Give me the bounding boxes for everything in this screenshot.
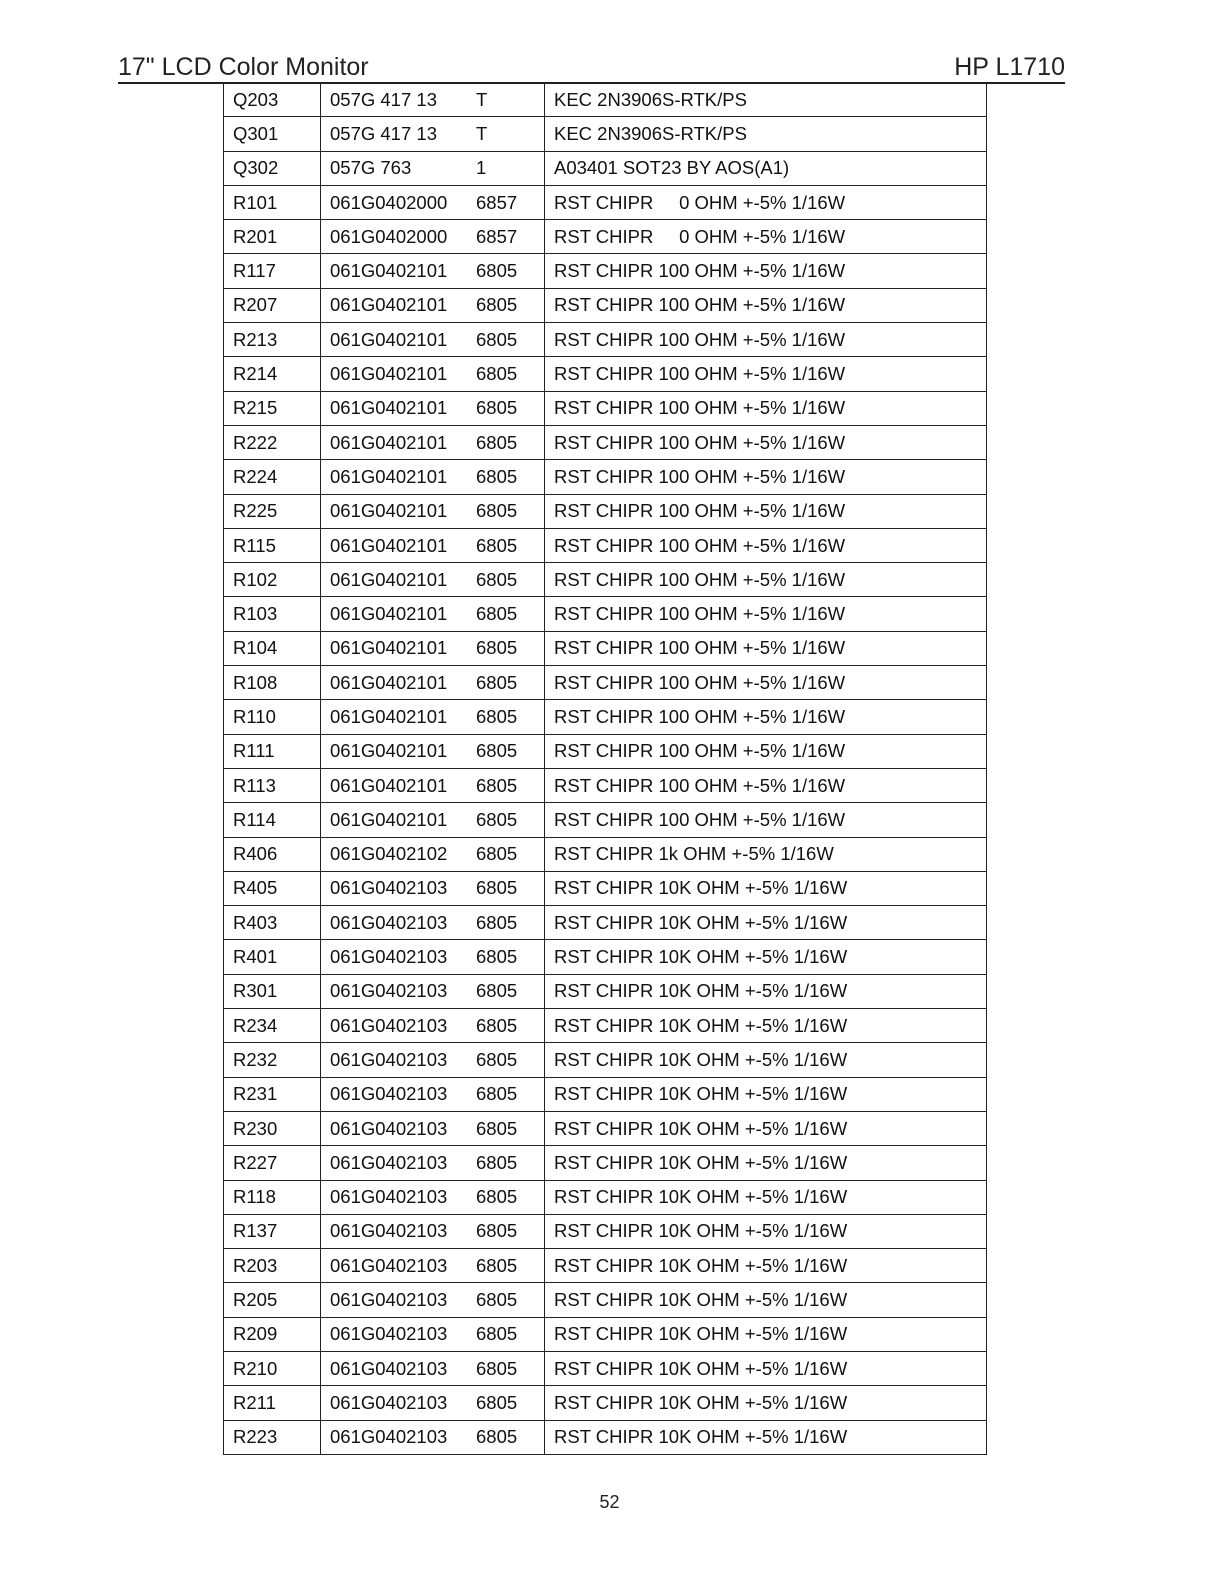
part-number-cell	[321, 871, 545, 905]
part-number-cell	[321, 151, 545, 185]
part-number: 061G0402000	[330, 225, 448, 247]
description-cell: KEC 2N3906S-RTK/PS	[545, 83, 987, 117]
table-row	[224, 1180, 987, 1214]
part-number-suffix: 6805	[476, 843, 518, 865]
part-number: 057G 763	[330, 157, 412, 179]
part-number-suffix: 6805	[476, 603, 518, 625]
table-row	[224, 288, 987, 322]
location-cell: R234	[224, 1009, 321, 1043]
description-cell: RST CHIPR 10K OHM +-5% 1/16W	[545, 1043, 987, 1077]
part-number-cell	[321, 734, 545, 768]
table-row	[224, 1043, 987, 1077]
part-number: 061G0402101	[330, 500, 448, 522]
location-cell: R205	[224, 1283, 321, 1317]
part-number-cell	[321, 1420, 545, 1454]
page-number: 52	[599, 1492, 620, 1512]
table-row	[224, 1351, 987, 1385]
description-cell: RST CHIPR 100 OHM +-5% 1/16W	[545, 768, 987, 802]
location-cell: R222	[224, 425, 321, 459]
part-number-suffix: T	[476, 88, 488, 110]
description-cell: RST CHIPR 10K OHM +-5% 1/16W	[545, 1351, 987, 1385]
location-cell: R405	[224, 871, 321, 905]
table-row	[224, 1077, 987, 1111]
part-number-cell	[321, 83, 545, 117]
table-row	[224, 117, 987, 151]
description-cell: RST CHIPR 10K OHM +-5% 1/16W	[545, 1009, 987, 1043]
part-number-suffix: 6805	[476, 946, 518, 968]
part-number-suffix: 6805	[476, 1426, 518, 1448]
table-row	[224, 323, 987, 357]
part-number-suffix: 6805	[476, 1391, 518, 1413]
part-number-suffix: 6805	[476, 705, 518, 727]
part-number-suffix: 6805	[476, 431, 518, 453]
description-cell: RST CHIPR 100 OHM +-5% 1/16W	[545, 323, 987, 357]
description-cell: RST CHIPR 100 OHM +-5% 1/16W	[545, 357, 987, 391]
part-number-cell	[321, 563, 545, 597]
part-number-cell	[321, 1043, 545, 1077]
part-number-suffix: 6805	[476, 1357, 518, 1379]
location-cell: R108	[224, 666, 321, 700]
description-cell: A03401 SOT23 BY AOS(A1)	[545, 151, 987, 185]
description-cell: RST CHIPR 100 OHM +-5% 1/16W	[545, 700, 987, 734]
part-number-suffix: 6857	[476, 191, 518, 213]
location-cell: R225	[224, 494, 321, 528]
part-number: 061G0402101	[330, 774, 448, 796]
part-number: 061G0402101	[330, 260, 448, 282]
description-cell: RST CHIPR 10K OHM +-5% 1/16W	[545, 1180, 987, 1214]
location-cell: R110	[224, 700, 321, 734]
part-number-suffix: T	[476, 122, 488, 144]
part-number: 061G0402103	[330, 1151, 448, 1173]
table-row	[224, 185, 987, 219]
location-cell: Q301	[224, 117, 321, 151]
location-cell: R201	[224, 220, 321, 254]
description-cell: RST CHIPR 100 OHM +-5% 1/16W	[545, 803, 987, 837]
part-number-suffix: 6805	[476, 1289, 518, 1311]
description-cell: KEC 2N3906S-RTK/PS	[545, 117, 987, 151]
part-number: 061G0402103	[330, 1117, 448, 1139]
part-number-cell	[321, 666, 545, 700]
model-name: HP L1710	[954, 53, 1065, 81]
part-number-suffix: 6805	[476, 671, 518, 693]
table-row	[224, 1420, 987, 1454]
location-cell: R207	[224, 288, 321, 322]
part-number-suffix: 1	[476, 157, 487, 179]
part-number-suffix: 6805	[476, 294, 518, 316]
table-row	[224, 460, 987, 494]
part-number: 061G0402103	[330, 1220, 448, 1242]
part-number-cell	[321, 940, 545, 974]
part-number-suffix: 6805	[476, 980, 518, 1002]
part-number-suffix: 6805	[476, 1117, 518, 1139]
location-cell: R209	[224, 1317, 321, 1351]
part-number-suffix: 6805	[476, 774, 518, 796]
table-row	[224, 357, 987, 391]
table-row	[224, 974, 987, 1008]
location-cell: R103	[224, 597, 321, 631]
parts-list-table	[223, 82, 987, 1455]
table-row	[224, 1317, 987, 1351]
part-number: 061G0402101	[330, 294, 448, 316]
description-cell: RST CHIPR 10K OHM +-5% 1/16W	[545, 871, 987, 905]
part-number: 061G0402101	[330, 808, 448, 830]
table-row	[224, 1283, 987, 1317]
table-row	[224, 563, 987, 597]
location-cell: R137	[224, 1214, 321, 1248]
location-cell: R301	[224, 974, 321, 1008]
description-cell: RST CHIPR 100 OHM +-5% 1/16W	[545, 254, 987, 288]
part-number-cell	[321, 117, 545, 151]
part-number: 061G0402103	[330, 1186, 448, 1208]
part-number-cell	[321, 1146, 545, 1180]
description-cell: RST CHIPR 100 OHM +-5% 1/16W	[545, 666, 987, 700]
part-number-cell	[321, 837, 545, 871]
part-number-suffix: 6805	[476, 1048, 518, 1070]
part-number-cell	[321, 1283, 545, 1317]
part-number-suffix: 6805	[476, 877, 518, 899]
description-cell: RST CHIPR 10K OHM +-5% 1/16W	[545, 1317, 987, 1351]
description-cell: RST CHIPR 10K OHM +-5% 1/16W	[545, 1386, 987, 1420]
location-cell: R104	[224, 631, 321, 665]
part-number: 061G0402103	[330, 1014, 448, 1036]
part-number: 061G0402103	[330, 877, 448, 899]
part-number: 061G0402101	[330, 568, 448, 590]
description-cell: RST CHIPR 100 OHM +-5% 1/16W	[545, 734, 987, 768]
table-row	[224, 768, 987, 802]
part-number-cell	[321, 528, 545, 562]
table-row	[224, 425, 987, 459]
description-cell: RST CHIPR 100 OHM +-5% 1/16W	[545, 288, 987, 322]
part-number-suffix: 6805	[476, 637, 518, 659]
part-number-cell	[321, 391, 545, 425]
location-cell: R224	[224, 460, 321, 494]
table-row	[224, 528, 987, 562]
part-number-cell	[321, 1249, 545, 1283]
part-number-suffix: 6805	[476, 465, 518, 487]
part-number: 057G 417 13	[330, 122, 437, 144]
table-row	[224, 803, 987, 837]
part-number: 061G0402101	[330, 328, 448, 350]
description-cell: RST CHIPR 100 OHM +-5% 1/16W	[545, 597, 987, 631]
part-number-cell	[321, 597, 545, 631]
location-cell: R117	[224, 254, 321, 288]
description-cell: RST CHIPR 100 OHM +-5% 1/16W	[545, 528, 987, 562]
description-cell: RST CHIPR 10K OHM +-5% 1/16W	[545, 1077, 987, 1111]
part-number-suffix: 6805	[476, 328, 518, 350]
part-number-cell	[321, 1077, 545, 1111]
part-number-cell	[321, 1317, 545, 1351]
description-cell: RST CHIPR 10K OHM +-5% 1/16W	[545, 1146, 987, 1180]
description-cell: RST CHIPR 1k OHM +-5% 1/16W	[545, 837, 987, 871]
part-number-cell	[321, 460, 545, 494]
description-cell: RST CHIPR 10K OHM +-5% 1/16W	[545, 1420, 987, 1454]
part-number: 061G0402101	[330, 603, 448, 625]
location-cell: R203	[224, 1249, 321, 1283]
table-row	[224, 1146, 987, 1180]
part-number: 061G0402101	[330, 705, 448, 727]
table-row	[224, 151, 987, 185]
part-number: 061G0402103	[330, 1289, 448, 1311]
part-number-cell	[321, 425, 545, 459]
part-number-cell	[321, 288, 545, 322]
part-number-suffix: 6805	[476, 568, 518, 590]
location-cell: R118	[224, 1180, 321, 1214]
table-row	[224, 494, 987, 528]
location-cell: R213	[224, 323, 321, 357]
table-row	[224, 220, 987, 254]
location-cell: R114	[224, 803, 321, 837]
part-number: 061G0402101	[330, 397, 448, 419]
location-cell: R231	[224, 1077, 321, 1111]
part-number: 061G0402103	[330, 1083, 448, 1105]
location-cell: R214	[224, 357, 321, 391]
description-cell: RST CHIPR 100 OHM +-5% 1/16W	[545, 460, 987, 494]
description-cell: RST CHIPR 100 OHM +-5% 1/16W	[545, 391, 987, 425]
table-row	[224, 391, 987, 425]
location-cell: R211	[224, 1386, 321, 1420]
location-cell: R111	[224, 734, 321, 768]
part-number-cell	[321, 254, 545, 288]
part-number-suffix: 6805	[476, 260, 518, 282]
part-number-suffix: 6805	[476, 363, 518, 385]
location-cell: R406	[224, 837, 321, 871]
table-row	[224, 734, 987, 768]
table-row	[224, 871, 987, 905]
part-number-suffix: 6805	[476, 740, 518, 762]
location-cell: Q203	[224, 83, 321, 117]
part-number-suffix: 6805	[476, 911, 518, 933]
table-row	[224, 83, 987, 117]
part-number-suffix: 6805	[476, 534, 518, 556]
part-number: 061G0402103	[330, 1254, 448, 1276]
description-cell: RST CHIPR 100 OHM +-5% 1/16W	[545, 425, 987, 459]
location-cell: R223	[224, 1420, 321, 1454]
location-cell: R232	[224, 1043, 321, 1077]
part-number-suffix: 6805	[476, 1083, 518, 1105]
description-cell: RST CHIPR 10K OHM +-5% 1/16W	[545, 1111, 987, 1145]
document-title: 17" LCD Color Monitor	[118, 53, 369, 81]
description-cell: RST CHIPR 10K OHM +-5% 1/16W	[545, 940, 987, 974]
table-row	[224, 1111, 987, 1145]
table-row	[224, 631, 987, 665]
location-cell: R403	[224, 906, 321, 940]
description-cell: RST CHIPR 10K OHM +-5% 1/16W	[545, 1249, 987, 1283]
part-number-suffix: 6857	[476, 225, 518, 247]
part-number: 061G0402103	[330, 1048, 448, 1070]
part-number-cell	[321, 803, 545, 837]
part-number-cell	[321, 1214, 545, 1248]
description-cell: RST CHIPR 100 OHM +-5% 1/16W	[545, 563, 987, 597]
description-cell: RST CHIPR 100 OHM +-5% 1/16W	[545, 631, 987, 665]
part-number-cell	[321, 700, 545, 734]
part-number: 061G0402103	[330, 946, 448, 968]
location-cell: R227	[224, 1146, 321, 1180]
table-row	[224, 1214, 987, 1248]
table-row	[224, 1249, 987, 1283]
description-cell: RST CHIPR 10K OHM +-5% 1/16W	[545, 906, 987, 940]
location-cell: R102	[224, 563, 321, 597]
part-number-suffix: 6805	[476, 397, 518, 419]
table-row	[224, 666, 987, 700]
location-cell: R230	[224, 1111, 321, 1145]
part-number-suffix: 6805	[476, 1186, 518, 1208]
part-number-suffix: 6805	[476, 1254, 518, 1276]
table-row	[224, 1386, 987, 1420]
location-cell: R113	[224, 768, 321, 802]
table-row	[224, 1009, 987, 1043]
part-number-cell	[321, 974, 545, 1008]
description-cell: RST CHIPR 10K OHM +-5% 1/16W	[545, 1214, 987, 1248]
table-row	[224, 597, 987, 631]
part-number: 061G0402000	[330, 191, 448, 213]
part-number: 061G0402101	[330, 534, 448, 556]
page-header	[118, 52, 1065, 84]
location-cell: R101	[224, 185, 321, 219]
part-number-suffix: 6805	[476, 1323, 518, 1345]
part-number-suffix: 6805	[476, 1220, 518, 1242]
part-number-cell	[321, 768, 545, 802]
part-number: 061G0402103	[330, 1391, 448, 1413]
description-cell: RST CHIPR 0 OHM +-5% 1/16W	[545, 220, 987, 254]
part-number: 061G0402101	[330, 431, 448, 453]
part-number-cell	[321, 631, 545, 665]
part-number-suffix: 6805	[476, 1014, 518, 1036]
part-number-cell	[321, 220, 545, 254]
table-row	[224, 700, 987, 734]
description-cell: RST CHIPR 10K OHM +-5% 1/16W	[545, 974, 987, 1008]
location-cell: R401	[224, 940, 321, 974]
part-number: 061G0402103	[330, 1426, 448, 1448]
location-cell: R210	[224, 1351, 321, 1385]
description-cell: RST CHIPR 0 OHM +-5% 1/16W	[545, 185, 987, 219]
part-number: 061G0402101	[330, 363, 448, 385]
part-number: 061G0402101	[330, 637, 448, 659]
part-number: 061G0402103	[330, 1323, 448, 1345]
part-number-cell	[321, 906, 545, 940]
part-number: 061G0402103	[330, 980, 448, 1002]
part-number-cell	[321, 1009, 545, 1043]
part-number-cell	[321, 185, 545, 219]
location-cell: R215	[224, 391, 321, 425]
part-number: 061G0402101	[330, 740, 448, 762]
part-number: 057G 417 13	[330, 88, 437, 110]
description-cell: RST CHIPR 10K OHM +-5% 1/16W	[545, 1283, 987, 1317]
part-number: 061G0402103	[330, 911, 448, 933]
part-number: 061G0402101	[330, 671, 448, 693]
table-row	[224, 837, 987, 871]
part-number-cell	[321, 494, 545, 528]
part-number-cell	[321, 1386, 545, 1420]
part-number-cell	[321, 1111, 545, 1145]
part-number: 061G0402102	[330, 843, 448, 865]
part-number-suffix: 6805	[476, 808, 518, 830]
table-row	[224, 254, 987, 288]
part-number-cell	[321, 1180, 545, 1214]
part-number-cell	[321, 357, 545, 391]
parts-list-body	[224, 83, 987, 1455]
table-row	[224, 940, 987, 974]
location-cell: Q302	[224, 151, 321, 185]
part-number-cell	[321, 323, 545, 357]
location-cell: R115	[224, 528, 321, 562]
description-cell: RST CHIPR 100 OHM +-5% 1/16W	[545, 494, 987, 528]
part-number-suffix: 6805	[476, 1151, 518, 1173]
table-row	[224, 906, 987, 940]
part-number-cell	[321, 1351, 545, 1385]
part-number: 061G0402101	[330, 465, 448, 487]
part-number-suffix: 6805	[476, 500, 518, 522]
part-number: 061G0402103	[330, 1357, 448, 1379]
